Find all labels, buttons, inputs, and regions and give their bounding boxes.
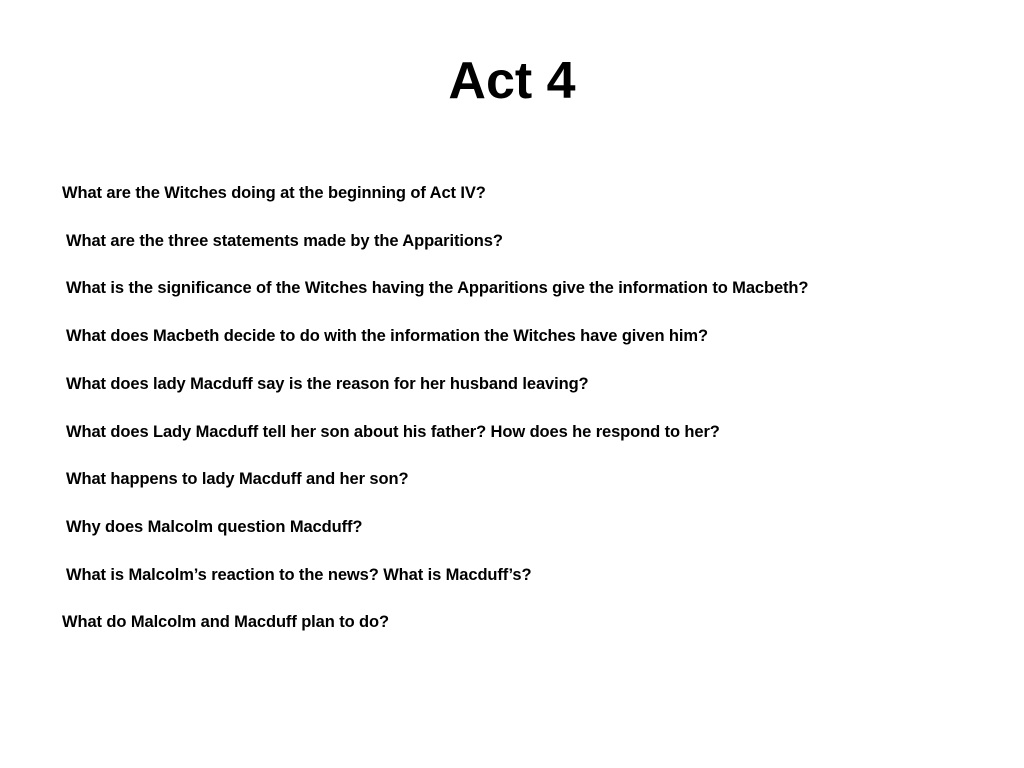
slide-title: Act 4 (448, 52, 576, 110)
question-item: What does lady Macduff say is the reason for her husband leaving? (66, 375, 589, 393)
question-item: What is the significance of the Witches having the Apparitions give the information to Macbeth? (66, 279, 809, 297)
question-item: What are the three statements made by the Apparitions? (66, 232, 503, 250)
question-item: What is Malcolm’s reaction to the news? What is Macduff’s? (66, 566, 532, 584)
question-item: What do Malcolm and Macduff plan to do? (62, 613, 389, 631)
question-item: What does Lady Macduff tell her son about his father? How does he respond to her? (66, 423, 720, 441)
question-item: What happens to lady Macduff and her son? (66, 470, 409, 488)
question-item: What are the Witches doing at the beginning of Act IV? (62, 184, 486, 202)
question-item: Why does Malcolm question Macduff? (66, 518, 363, 536)
question-item: What does Macbeth decide to do with the information the Witches have given him? (66, 327, 708, 345)
